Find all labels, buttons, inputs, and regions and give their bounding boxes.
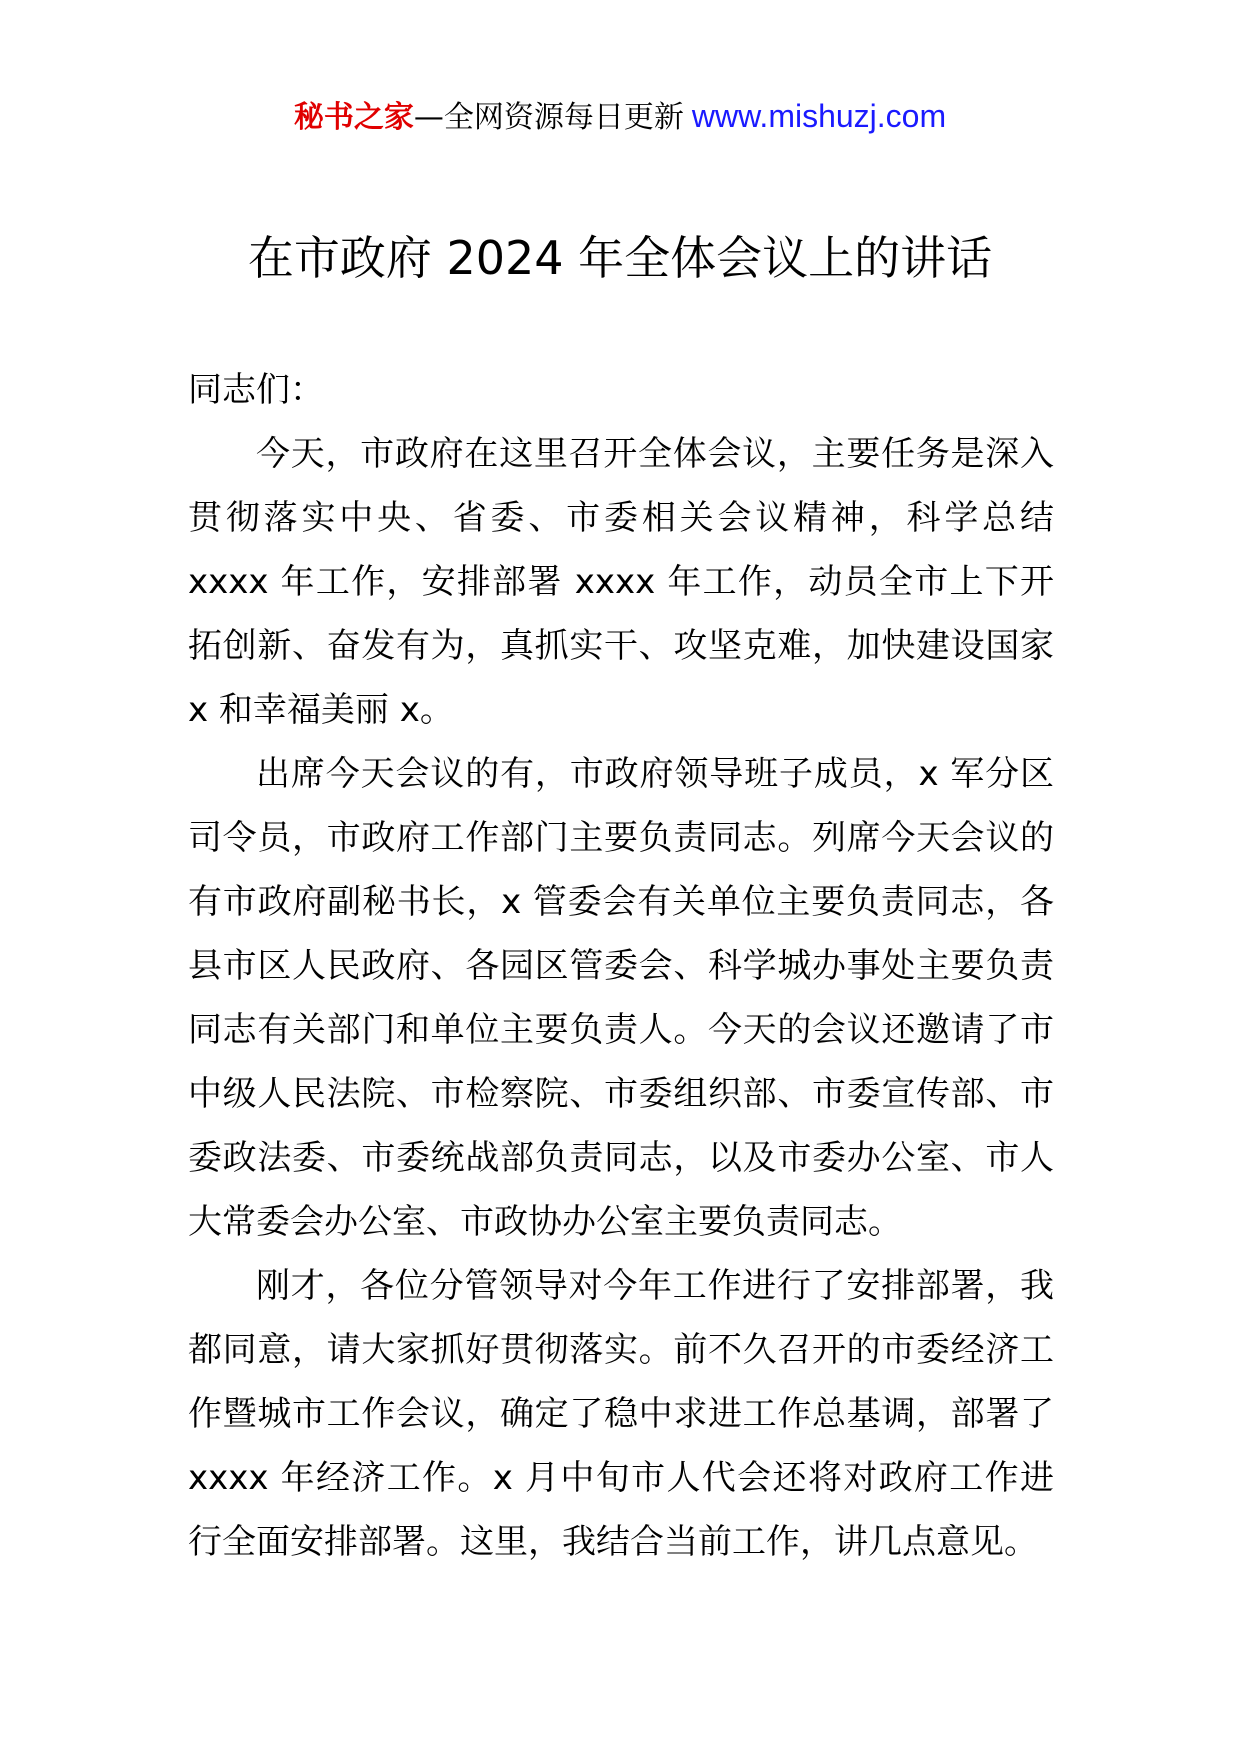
site-tagline: —全网资源每日更新 bbox=[413, 100, 684, 135]
paragraph-3: 刚才，各位分管领导对今年工作进行了安排部署，我都同意，请大家抓好贯彻落实。前不久召开的市委经济工作暨城市工作会议，确定了稳中求进工作总基调，部署了 xxxx 年经济工作。x 月中旬市人代会还将对政府工作进行全面安排部署。这里，我结合当前工作，讲几点意见。 bbox=[188, 1266, 1054, 1562]
salutation: 同志们： bbox=[188, 370, 324, 410]
paragraph-2: 出席今天会议的有，市政府领导班子成员，x 军分区司令员，市政府工作部门主要负责同志。列席今天会议的有市政府副秘书长，x 管委会有关单位主要负责同志，各县市区人民政府、各园区管委会、科学城办事处主要负责同志有关部门和单位主要负责人。今天的会议还邀请了市中级人民法院、市检察院、市委组织部、市委宣传部、市委政法委、市委统战部负责同志，以及市委办公室、市人大常委会办公室、市政协办公室主要负责同志。 bbox=[188, 754, 1054, 1242]
document-body bbox=[188, 358, 1054, 1574]
site-header bbox=[0, 96, 1240, 138]
paragraph-1: 今天，市政府在这里召开全体会议，主要任务是深入贯彻落实中央、省委、市委相关会议精神，科学总结 xxxx 年工作，安排部署 xxxx 年工作，动员全市上下开拓创新、奋发有为，真抓实干、攻坚克难，加快建设国家 x 和幸福美丽 x。 bbox=[188, 434, 1054, 730]
document-title: 在市政府 2024 年全体会议上的讲话 bbox=[247, 231, 993, 285]
site-url-link[interactable]: www.mishuzj.com bbox=[691, 98, 947, 134]
brand-name: 秘书之家 bbox=[293, 100, 414, 135]
